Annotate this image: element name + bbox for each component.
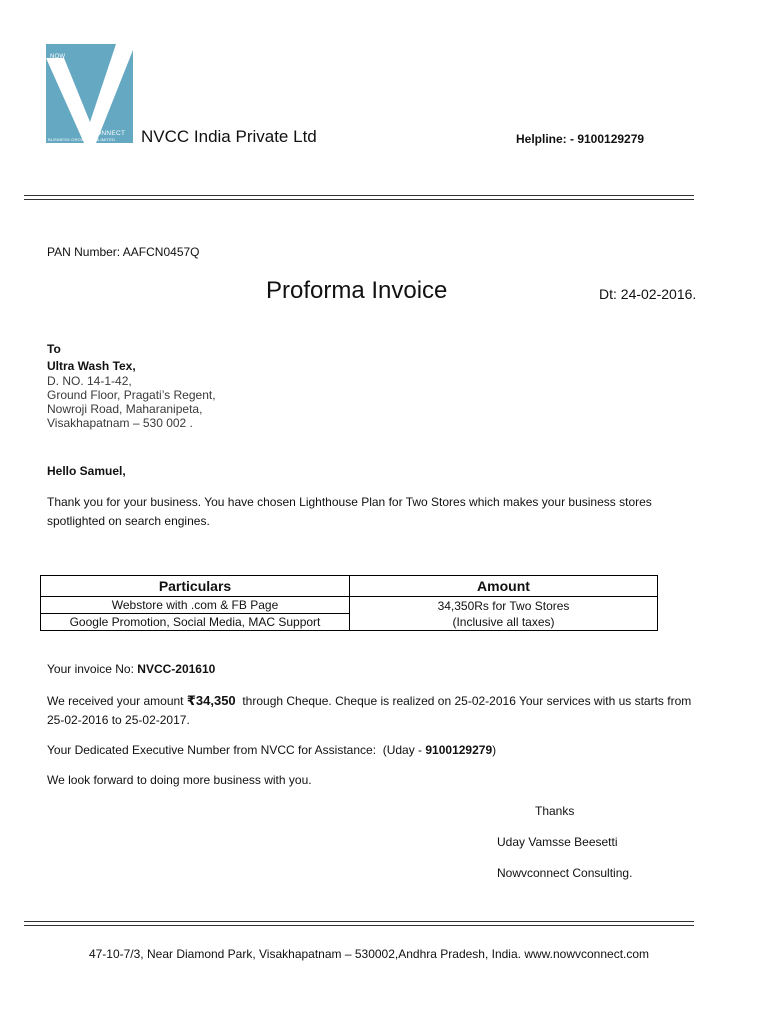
greeting: Hello Samuel, bbox=[47, 464, 126, 478]
recipient-address-line: Visakhapatnam – 530 002 . bbox=[47, 416, 193, 430]
intro-paragraph: Thank you for your business. You have chosen Lighthouse Plan for Two Stores which makes your business stores spotlighted on search engines. bbox=[47, 495, 652, 528]
recipient-name: Ultra Wash Tex, bbox=[47, 359, 136, 373]
signature-thanks: Thanks bbox=[535, 804, 575, 818]
payment-text-before: We received your amount bbox=[47, 694, 187, 708]
executive-text-after: ) bbox=[492, 743, 497, 757]
table-cell-particular: Google Promotion, Social Media, MAC Support bbox=[41, 614, 350, 631]
helpline: Helpline: - 9100129279 bbox=[516, 132, 645, 146]
company-logo bbox=[46, 44, 133, 143]
to-label: To bbox=[47, 342, 61, 356]
table-header-particulars: Particulars bbox=[41, 576, 350, 597]
signature-name: Uday Vamsse Beesetti bbox=[497, 835, 618, 849]
amount-line: 34,350Rs for Two Stores bbox=[437, 598, 570, 613]
executive-line bbox=[47, 741, 717, 760]
page-title: Proforma Invoice bbox=[266, 277, 448, 304]
closing-line: We look forward to doing more business with you. bbox=[47, 773, 312, 787]
logo-connect-text: CONNECT bbox=[91, 130, 126, 137]
table-header-row bbox=[41, 576, 658, 597]
executive-number: 9100129279 bbox=[425, 743, 493, 757]
logo-now-text: NOW bbox=[50, 54, 66, 60]
company-name: NVCC India Private Ltd bbox=[141, 127, 317, 146]
table-row bbox=[41, 597, 658, 614]
pan-number: PAN Number: AAFCN0457Q bbox=[47, 245, 200, 259]
footer-divider bbox=[24, 921, 694, 926]
logo-tagline: BUSINESS GROWTH UNLIMITED bbox=[48, 137, 116, 142]
signature-company: Nowvconnect Consulting. bbox=[497, 866, 633, 880]
payment-text-after: through Cheque. Cheque is realized on 25-02-2016 Your services with us starts from 25-02-2016 to 25-02-2017. bbox=[47, 694, 698, 727]
executive-text-before: Your Dedicated Executive Number from NVCC for Assistance: (Uday - bbox=[47, 743, 426, 757]
invoice-number-line bbox=[47, 660, 717, 679]
table-cell-amount bbox=[350, 597, 658, 631]
header-divider bbox=[24, 195, 694, 200]
recipient-address-line: Nowroji Road, Maharanipeta, bbox=[47, 402, 203, 416]
table-header-amount: Amount bbox=[350, 576, 658, 597]
recipient-address-line: Ground Floor, Pragati’s Regent, bbox=[47, 388, 216, 402]
invoice-number-label: Your invoice No: bbox=[47, 662, 138, 676]
payment-amount: ₹34,350 bbox=[186, 693, 236, 708]
recipient-address-line: D. NO. 14-1-42, bbox=[47, 374, 132, 388]
amount-line: (Inclusive all taxes) bbox=[452, 614, 555, 629]
invoice-date: Dt: 24-02-2016. bbox=[599, 286, 697, 302]
footer-address: 47-10-7/3, Near Diamond Park, Visakhapatnam – 530002,Andhra Pradesh, India. www.nowvconnect.com bbox=[88, 947, 650, 961]
invoice-number: NVCC-201610 bbox=[137, 662, 216, 676]
particulars-table bbox=[40, 575, 658, 631]
payment-paragraph bbox=[47, 691, 715, 730]
table-cell-particular: Webstore with .com & FB Page bbox=[41, 597, 350, 614]
